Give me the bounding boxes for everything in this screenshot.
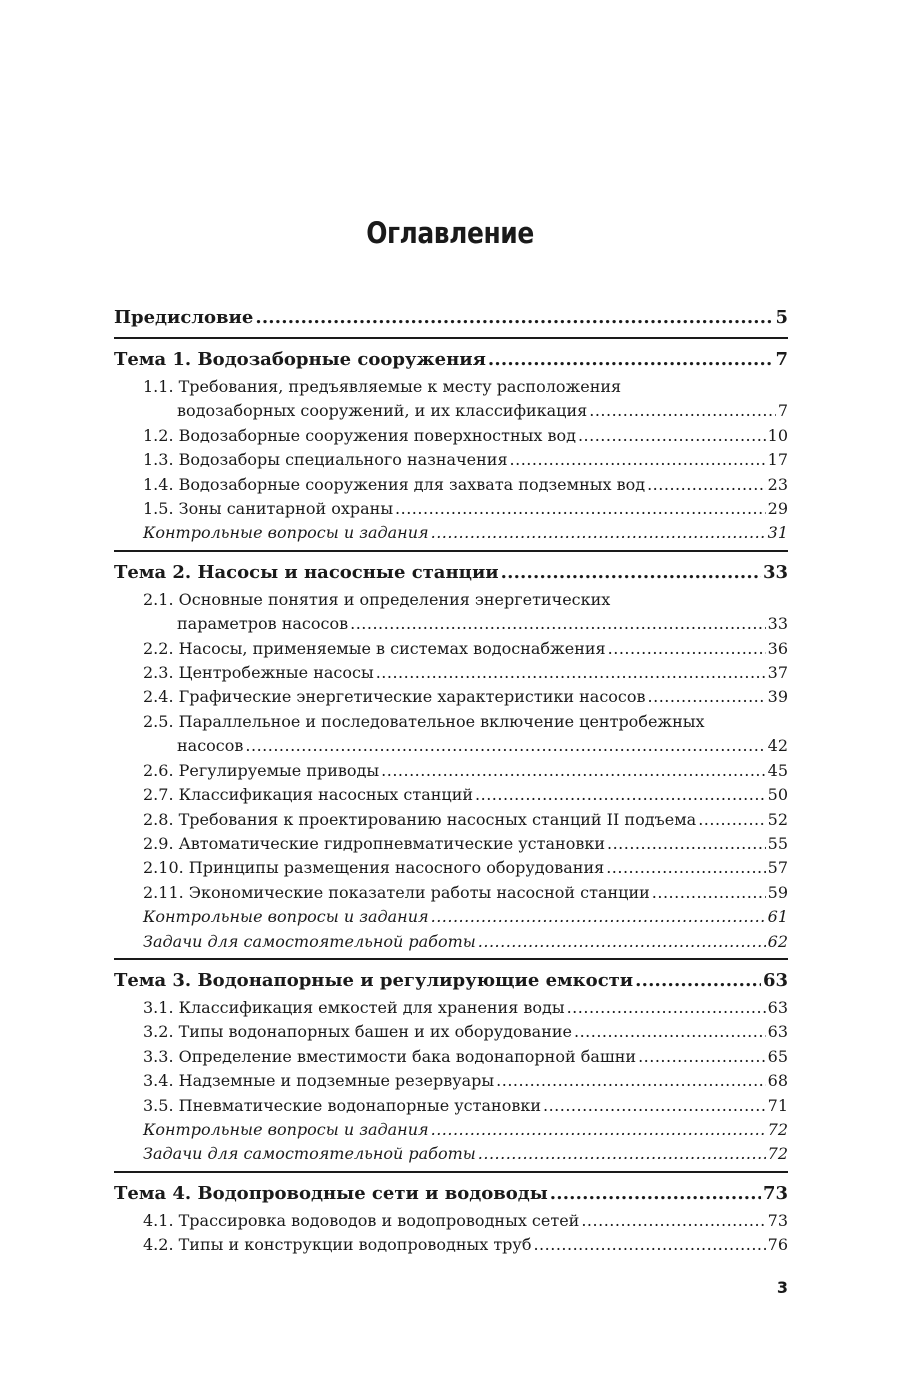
- entry-title: параметров насосов: [177, 614, 349, 634]
- entry-page: 42: [767, 736, 788, 756]
- entry-page: 39: [767, 687, 788, 707]
- toc-entry-3-tasks[interactable]: [114, 1142, 788, 1166]
- entry-page: 36: [767, 638, 788, 658]
- toc-entry-topic-4[interactable]: [114, 1179, 788, 1209]
- page-number: 3: [776, 1278, 788, 1297]
- entry-title: 2.11. Экономические показатели работы насосной станции: [143, 882, 650, 902]
- entry-title: Тема 4. Водопроводные сети и водоводы: [114, 1182, 548, 1204]
- entry-title: Контрольные вопросы и задания: [143, 1119, 429, 1139]
- toc-entry-2-6[interactable]: [114, 759, 788, 783]
- entry-title: Тема 1. Водозаборные сооружения: [114, 349, 486, 370]
- toc-entry-2-3[interactable]: [114, 661, 788, 685]
- toc-entry-2-questions[interactable]: [114, 905, 788, 929]
- entry-title: 3.4. Надземные и подземные резервуары: [143, 1071, 495, 1091]
- entry-title: Тема 2. Насосы и насосные станции: [114, 561, 499, 583]
- entry-page: 37: [767, 663, 788, 683]
- entry-page: 68: [767, 1071, 788, 1091]
- toc-entry-3-5[interactable]: [114, 1094, 788, 1118]
- entry-title: Контрольные вопросы и задания: [143, 907, 429, 927]
- entry-page: 59: [767, 882, 788, 902]
- toc-entry-3-questions[interactable]: [114, 1118, 788, 1142]
- entry-title: Контрольные вопросы и задания: [143, 523, 429, 543]
- toc-entry-1-1-line1[interactable]: 1.1. Требования, предъявляемые к месту расположения: [143, 377, 622, 396]
- toc-entry-topic-2[interactable]: [114, 558, 788, 588]
- entry-page: 62: [767, 931, 788, 951]
- entry-title: 2.3. Центробежные насосы: [143, 663, 374, 683]
- entry-page: 63: [767, 1022, 788, 1042]
- entry-title: 2.8. Требования к проектированию насосных станций II подъема: [143, 809, 697, 829]
- entry-title: 1.2. Водозаборные сооружения поверхностных вод: [143, 425, 576, 445]
- toc-entry-4-2[interactable]: [114, 1233, 788, 1257]
- entry-page: 71: [767, 1095, 788, 1115]
- entry-title: 2.2. Насосы, применяемые в системах водоснабжения: [143, 638, 606, 658]
- toc-section-topic-2: [114, 550, 788, 958]
- toc-entry-2-9[interactable]: [114, 832, 788, 856]
- entry-page: 65: [767, 1046, 788, 1066]
- page-title: Оглавление: [366, 216, 534, 250]
- toc-entry-2-11[interactable]: [114, 881, 788, 905]
- entry-page: 29: [767, 499, 788, 519]
- entry-title: 4.2. Типы и конструкции водопроводных труб: [143, 1235, 532, 1255]
- toc-entry-1-5[interactable]: [114, 497, 788, 521]
- toc-entry-1-questions[interactable]: [114, 521, 788, 545]
- entry-page: 31: [767, 523, 788, 543]
- entry-title: 2.9. Автоматические гидропневматические установки: [143, 833, 605, 853]
- entry-page: 17: [767, 450, 788, 470]
- toc-entry-3-4[interactable]: [114, 1069, 788, 1093]
- entry-page: 7: [775, 349, 788, 370]
- entry-title: 2.7. Классификация насосных станций: [143, 785, 474, 805]
- table-of-contents: [114, 303, 788, 1262]
- toc-section-preface: [114, 303, 788, 337]
- toc-entry-1-4[interactable]: [114, 473, 788, 497]
- toc-entry-2-5[interactable]: [114, 734, 788, 758]
- entry-title: 4.1. Трассировка водоводов и водопроводных сетей: [143, 1210, 580, 1230]
- toc-entry-2-tasks[interactable]: [114, 930, 788, 954]
- toc-entry-1-3[interactable]: [114, 448, 788, 472]
- toc-entry-2-5-line1[interactable]: 2.5. Параллельное и последовательное включение центробежных: [143, 711, 705, 731]
- entry-title: 2.6. Регулируемые приводы: [143, 760, 380, 780]
- entry-page: 33: [767, 614, 788, 634]
- entry-title: 2.10. Принципы размещения насосного оборудования: [143, 858, 605, 878]
- toc-entry-1-1[interactable]: [114, 399, 788, 423]
- entry-title: Предисловие: [114, 307, 254, 328]
- entry-page: 76: [767, 1235, 788, 1255]
- toc-entry-2-8[interactable]: [114, 808, 788, 832]
- toc-entry-3-1[interactable]: [114, 996, 788, 1020]
- entry-page: 63: [762, 969, 788, 991]
- entry-title: 2.4. Графические энергетические характеристики насосов: [143, 687, 646, 707]
- entry-title: 1.4. Водозаборные сооружения для захвата подземных вод: [143, 474, 646, 494]
- toc-entry-3-2[interactable]: [114, 1020, 788, 1044]
- entry-title: 3.5. Пневматические водонапорные установки: [143, 1095, 541, 1115]
- entry-page: 72: [767, 1144, 788, 1164]
- entry-page: 73: [762, 1182, 788, 1204]
- toc-entry-1-2[interactable]: [114, 424, 788, 448]
- entry-title: Задачи для самостоятельной работы: [143, 931, 476, 951]
- entry-page: 23: [767, 474, 788, 494]
- entry-title: 3.2. Типы водонапорных башен и их оборудование: [143, 1022, 572, 1042]
- entry-title: Тема 3. Водонапорные и регулирующие емкости: [114, 969, 634, 991]
- entry-page: 33: [762, 561, 788, 583]
- toc-section-topic-4: [114, 1171, 788, 1262]
- toc-section-topic-3: [114, 958, 788, 1171]
- entry-page: 45: [767, 760, 788, 780]
- entry-page: 50: [767, 785, 788, 805]
- toc-entry-2-4[interactable]: [114, 685, 788, 709]
- toc-entry-topic-1[interactable]: [114, 345, 788, 375]
- entry-page: 72: [767, 1119, 788, 1139]
- entry-page: 5: [775, 307, 788, 328]
- entry-title: 1.3. Водозаборы специального назначения: [143, 450, 508, 470]
- entry-title: Задачи для самостоятельной работы: [143, 1144, 476, 1164]
- entry-title: 3.3. Определение вместимости бака водонапорной башни: [143, 1046, 637, 1066]
- entry-page: 57: [767, 858, 788, 878]
- toc-entry-2-2[interactable]: [114, 637, 788, 661]
- toc-entry-2-1-line1[interactable]: 2.1. Основные понятия и определения энергетических: [143, 589, 611, 609]
- entry-page: 52: [767, 809, 788, 829]
- entry-title: насосов: [177, 736, 244, 756]
- toc-section-topic-1: [114, 337, 788, 550]
- toc-entry-4-1[interactable]: [114, 1209, 788, 1233]
- toc-entry-2-1[interactable]: [114, 612, 788, 636]
- entry-title: водозаборных сооружений, и их классификация: [177, 401, 588, 421]
- toc-entry-2-10[interactable]: [114, 856, 788, 880]
- entry-page: 10: [767, 425, 788, 445]
- entry-page: 73: [767, 1210, 788, 1230]
- entry-page: 63: [767, 997, 788, 1017]
- entry-page: 55: [767, 833, 788, 853]
- entry-page: 7: [777, 401, 788, 421]
- toc-entry-preface[interactable]: [114, 303, 788, 333]
- toc-entry-3-3[interactable]: [114, 1045, 788, 1069]
- entry-title: 3.1. Классификация емкостей для хранения воды: [143, 997, 565, 1017]
- entry-page: 61: [767, 907, 788, 927]
- toc-entry-2-7[interactable]: [114, 783, 788, 807]
- toc-entry-topic-3[interactable]: [114, 966, 788, 996]
- entry-title: 1.5. Зоны санитарной охраны: [143, 499, 394, 519]
